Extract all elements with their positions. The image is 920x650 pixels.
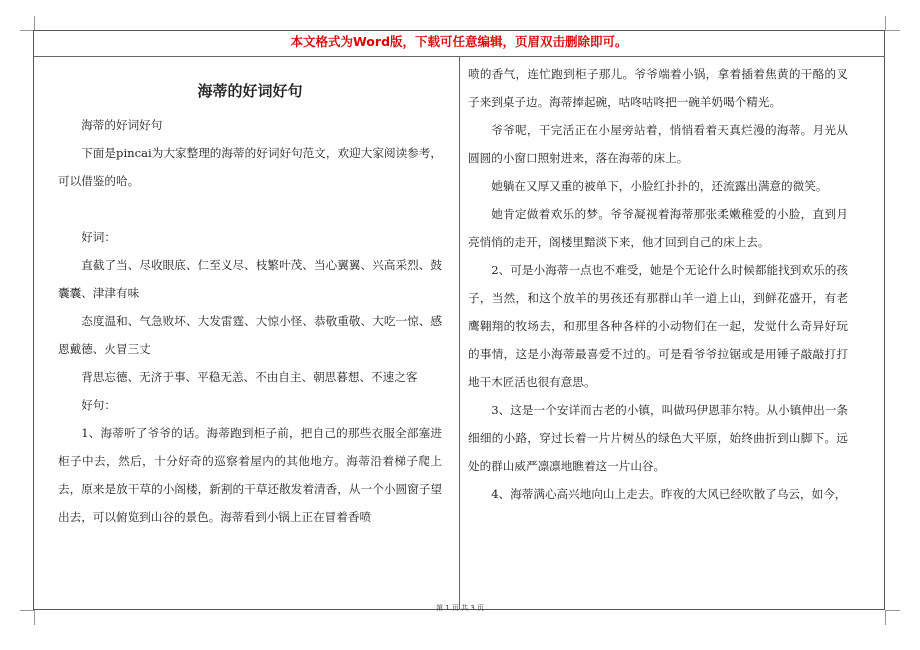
column-divider [459,56,460,610]
sentence-paragraph: 4、海蒂满心高兴地向山上走去。昨夜的大风已经吹散了乌云，如今， [491,487,847,501]
sentence-paragraph: 1、海蒂听了爷爷的话。海蒂跑到柜子前，把自己的那些衣服全部塞进柜子中去，然后，十分好奇的巡察着屋内的其他地方。海蒂沿着梯子爬上去，原来是放干草的小阁楼，新割的干草还散发着清香，从一个小圆窗子望出去，可以俯览到山谷的景色。海蒂看到小锅上正在冒着香喷 [58,426,442,524]
continued-paragraph: 喷的香气，连忙跑到柜子那儿。爷爷端着小锅，拿着插着焦黄的干酪的叉子来到桌子边。海蒂捧起碗，咕咚咕咚把一碗羊奶喝个精光。 [468,67,848,109]
crop-mark-top-right [885,16,900,31]
body-paragraph: 爷爷呢，干完活正在小屋旁站着，悄悄看着天真烂漫的海蒂。月光从圆圆的小窗口照射进来，落在海蒂的床上。 [468,123,848,165]
crop-mark-top-left [20,16,35,31]
subtitle: 海蒂的好词好句 [81,118,163,132]
blank-line [58,195,442,223]
right-column [468,60,848,508]
word-list: 态度温和、气急败坏、大发雷霆、大惊小怪、恭敬重敬、大吃一惊、感恩戴德、火冒三丈 [58,314,442,356]
header-banner: 本文格式为Word版，下载可任意编辑，页眉双击删除即可。 [290,34,628,49]
page-title: 海蒂的好词好句 [197,82,303,100]
words-heading: 好词： [81,230,116,244]
sentence-paragraph: 2、可是小海蒂一点也不难受，她是个无论什么时候都能找到欢乐的孩子，当然，和这个放羊的男孩还有那群山羊一道上山，到鲜花盛开，有老鹰翱翔的牧场去，和那里各种各样的小动物们在一起，发觉什么奇异好玩的事情，这是小海蒂最喜爱不过的。可是看爷爷拉锯或是用锤子敲敲打打地干木匠活也很有意思。 [468,263,848,389]
body-paragraph: 她肯定做着欢乐的梦。爷爷凝视着海蒂那张柔嫩稚爱的小脸，直到月亮悄悄的走开，阁楼里黯淡下来，他才回到自己的床上去。 [468,207,848,249]
body-paragraph: 她躺在又厚又重的被单下，小脸红扑扑的，还流露出满意的微笑。 [491,179,828,193]
sentence-paragraph: 3、这是一个安详而古老的小镇，叫做玛伊恩菲尔特。从小镇伸出一条细细的小路，穿过长着一片片树丛的绿色大平原，始终曲折到山脚下。远处的群山威严凛凛地瞧着这一片山谷。 [468,403,848,473]
intro-paragraph: 下面是pincai为大家整理的海蒂的好词好句范文，欢迎大家阅读参考，可以借鉴的哈。 [58,146,442,188]
left-column [58,78,442,531]
word-list: 直截了当、尽收眼底、仁至义尽、枝繁叶茂、当心翼翼、兴高采烈、鼓囊囊、津津有味 [58,258,442,300]
sentences-heading: 好句： [81,398,116,412]
word-list: 背思忘德、无济于事、平稳无恙、不由自主、朝思暮想、不速之客 [81,370,418,384]
page-number-footer: 第 1 页 共 3 页 [435,604,485,612]
